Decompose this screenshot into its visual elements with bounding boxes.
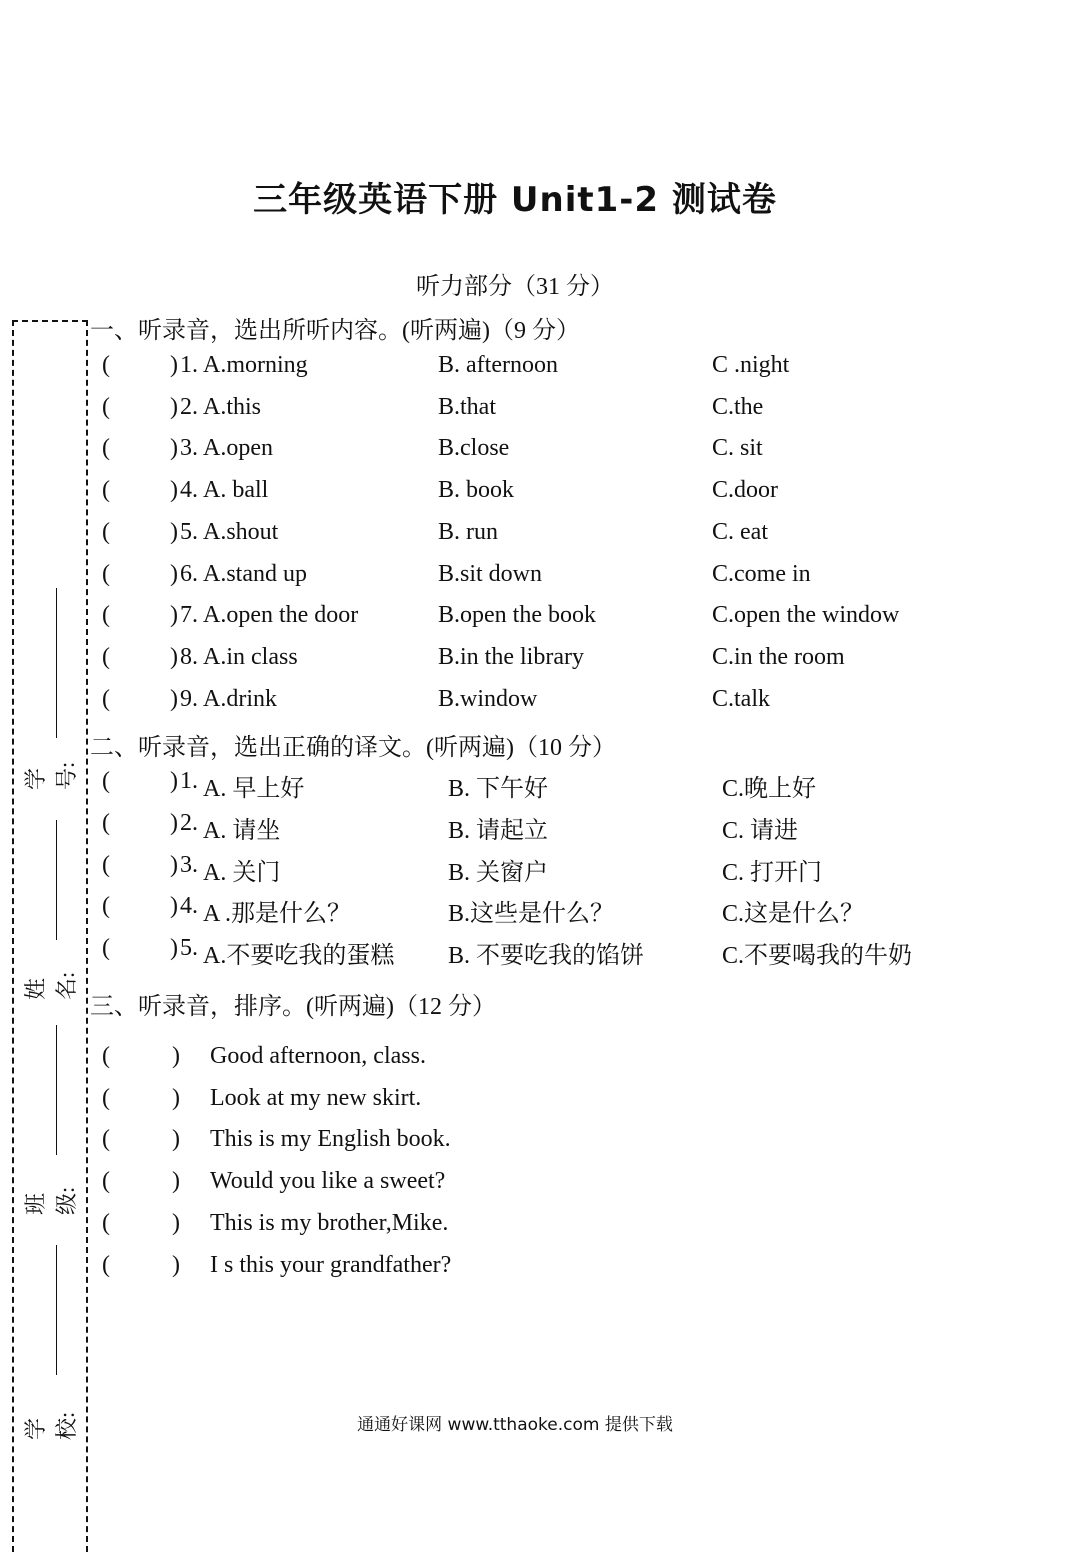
answer-bracket-open[interactable]: ( [102,935,110,962]
school-label: 学校: [23,1411,79,1440]
option-b: B.这些是什么？ [448,901,615,928]
answer-bracket-open[interactable]: ( [102,518,110,545]
option-b: B. 下午好 [448,776,549,802]
answer-bracket-open[interactable]: ( [102,560,110,587]
ordering-row [0,1126,1087,1160]
option-a: A.in class [203,643,298,670]
question-row [0,893,1087,927]
question-row [0,561,1087,595]
option-a: A.open the door [203,602,359,629]
section-subtitle: 听力部分（31 分） [416,274,614,300]
answer-bracket-open[interactable]: ( [102,435,110,462]
answer-bracket-close: ) [170,518,178,545]
option-a: A.shout [203,518,279,545]
answer-bracket-close: ) [172,1043,180,1069]
answer-bracket-close: ) [170,602,178,629]
option-c: C.这是什么？ [722,901,865,928]
option-b: B. 关窗户 [448,859,549,886]
answer-bracket-open[interactable]: ( [102,1168,110,1195]
answer-bracket-close: ) [172,1251,180,1278]
option-b: B. run [438,518,498,545]
option-c: C.come in [712,560,811,587]
question-row [0,810,1087,844]
option-c: C.in the room [712,643,845,670]
option-c: C. sit [712,435,763,462]
answer-bracket-close: ) [170,477,178,504]
sentence-text: Would you like a sweet? [210,1168,446,1195]
option-a: A. 早上好 [203,776,305,802]
footer-credit: 通通好课网 www.tthaoke.com 提供下载 [357,1415,673,1435]
sentence-text: Good afternoon, class. [210,1043,426,1069]
question-number: 5. [180,518,198,545]
answer-bracket-open[interactable]: ( [102,643,110,670]
answer-bracket-close: ) [172,1168,180,1195]
page-title: 三年级英语下册 Unit1-2 测试卷 [253,180,777,220]
class-label: 班级: [23,1186,79,1215]
answer-bracket-close: ) [170,893,178,920]
question-number: 1. [180,352,198,378]
question-number: 3. [180,435,198,462]
question-row [0,435,1087,469]
answer-bracket-close: ) [172,1209,180,1236]
question-row [0,686,1087,720]
question-number: 1. [180,768,198,794]
option-a: A. 关门 [203,859,281,886]
option-a: A.this [203,393,262,420]
question-row [0,352,1087,386]
option-c: C. 打开门 [722,859,823,886]
ordering-row [0,1252,1087,1286]
option-c: C.door [712,477,778,504]
section2-heading: 二、听录音，选出正确的译文。(听两遍)（10 分） [90,735,616,761]
question-number: 6. [180,560,198,587]
option-a: A.drink [203,685,277,712]
option-a: A. 请坐 [203,817,281,844]
answer-bracket-close: ) [170,935,178,962]
answer-bracket-open[interactable]: ( [102,1084,110,1111]
question-number: 3. [180,851,198,878]
question-row [0,477,1087,511]
answer-bracket-open[interactable]: ( [102,809,110,836]
question-row [0,519,1087,553]
question-row [0,394,1087,428]
sentence-text: This is my English book. [210,1126,451,1153]
option-b: B.sit down [438,560,543,587]
answer-bracket-open[interactable]: ( [102,851,110,878]
answer-bracket-open[interactable]: ( [102,477,110,504]
student-id-label: 学号: [23,761,79,790]
ordering-row [0,1043,1087,1077]
section1-heading: 一、听录音，选出所听内容。(听两遍)（9 分） [90,318,580,344]
section3-heading: 三、听录音，排序。(听两遍)（12 分） [90,994,496,1020]
sentence-text: I s this your grandfather? [210,1251,452,1278]
answer-bracket-open[interactable]: ( [102,352,110,378]
question-number: 9. [180,685,198,712]
option-c: C .night [712,352,790,378]
answer-bracket-close: ) [170,352,178,378]
option-b: B. 请起立 [448,817,549,844]
question-row [0,852,1087,886]
option-b: B.that [438,393,496,420]
answer-bracket-close: ) [170,685,178,712]
answer-bracket-close: ) [170,393,178,420]
question-row [0,935,1087,969]
answer-bracket-close: ) [172,1084,180,1111]
option-b: B.open the book [438,602,596,629]
question-number: 8. [180,643,198,670]
option-a: A.morning [203,352,308,378]
question-number: 5. [180,935,198,962]
answer-bracket-close: ) [170,768,178,794]
question-number: 2. [180,393,198,420]
answer-bracket-open[interactable]: ( [102,768,110,794]
answer-bracket-open[interactable]: ( [102,393,110,420]
answer-bracket-close: ) [170,851,178,878]
option-c: C. eat [712,518,768,545]
answer-bracket-open[interactable]: ( [102,685,110,712]
answer-bracket-open[interactable]: ( [102,1251,110,1278]
option-c: C. 请进 [722,817,799,844]
answer-bracket-close: ) [170,809,178,836]
name-label: 姓名: [23,971,79,1000]
sentence-text: Look at my new skirt. [210,1084,422,1111]
answer-bracket-open[interactable]: ( [102,1043,110,1069]
option-b: B.close [438,435,510,462]
option-c: C.the [712,393,764,420]
option-a: A .那是什么？ [203,901,352,928]
question-row [0,768,1087,802]
option-c: C.talk [712,685,770,712]
question-number: 7. [180,602,198,629]
ordering-row [0,1210,1087,1244]
sentence-text: This is my brother,Mike. [210,1209,449,1236]
question-number: 4. [180,477,198,504]
question-number: 2. [180,809,198,836]
option-b: B.in the library [438,643,584,670]
ordering-row [0,1168,1087,1202]
answer-bracket-close: ) [170,643,178,670]
answer-bracket-close: ) [172,1126,180,1153]
question-row [0,644,1087,678]
answer-bracket-open[interactable]: ( [102,893,110,920]
option-c: C.open the window [712,602,900,629]
question-number: 4. [180,893,198,920]
option-b: B. afternoon [438,352,558,378]
option-a: A.stand up [203,560,307,587]
option-b: B.window [438,685,538,712]
option-c: C.不要喝我的牛奶 [722,943,913,970]
option-a: A.open [203,435,273,462]
question-row [0,602,1087,636]
option-b: B. 不要吃我的馅饼 [448,943,645,970]
option-a: A. ball [203,477,269,504]
answer-bracket-open[interactable]: ( [102,1126,110,1153]
option-a: A.不要吃我的蛋糕 [203,943,395,970]
answer-bracket-open[interactable]: ( [102,602,110,629]
option-b: B. book [438,477,515,504]
ordering-row [0,1085,1087,1119]
answer-bracket-close: ) [170,435,178,462]
option-c: C.晚上好 [722,776,817,802]
answer-bracket-open[interactable]: ( [102,1209,110,1236]
answer-bracket-close: ) [170,560,178,587]
